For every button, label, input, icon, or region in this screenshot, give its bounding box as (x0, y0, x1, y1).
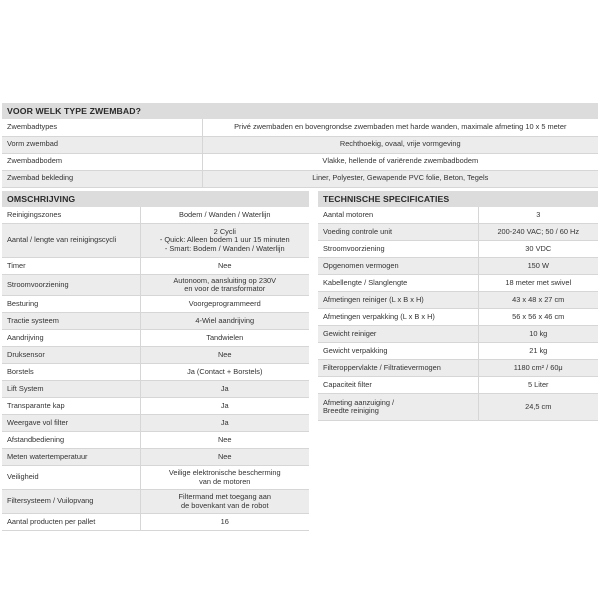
table-row (2, 347, 309, 364)
row-value: Nee (140, 347, 309, 364)
table-row (2, 466, 309, 490)
row-label: Aantal motoren (318, 207, 478, 224)
table-row (2, 153, 598, 170)
row-value: Nee (140, 258, 309, 275)
table-row (2, 313, 309, 330)
row-value: Ja (Contact + Borstels) (140, 364, 309, 381)
table-row (318, 394, 598, 421)
table-row (318, 343, 598, 360)
table-row (318, 207, 598, 224)
table-row (2, 224, 309, 258)
table-row (2, 364, 309, 381)
row-label: Besturing (2, 296, 140, 313)
row-label: Stroomvoorziening (318, 241, 478, 258)
row-value: Ja (140, 398, 309, 415)
row-value: Tandwielen (140, 330, 309, 347)
description-table (2, 207, 309, 532)
row-label: Tractie systeem (2, 313, 140, 330)
table-row (318, 241, 598, 258)
row-label: Aantal producten per pallet (2, 514, 140, 531)
row-value: Liner, Polyester, Gewapende PVC folie, Beton, Tegels (202, 170, 598, 187)
row-value: Ja (140, 381, 309, 398)
table-row (2, 258, 309, 275)
row-value: 4-Wiel aandrijving (140, 313, 309, 330)
row-label: Borstels (2, 364, 140, 381)
row-value: Privé zwembaden en bovengrondse zwembaden met harde wanden, maximale afmeting 10 x 5 meter (202, 119, 598, 136)
row-label: Veiligheid (2, 466, 140, 490)
row-label: Reinigingszones (2, 207, 140, 224)
row-value: Bodem / Wanden / Waterlijn (140, 207, 309, 224)
row-label: Filteroppervlakte / Filtratievermogen (318, 360, 478, 377)
description-header: OMSCHRIJVING (2, 191, 309, 207)
row-value: 18 meter met swivel (478, 275, 598, 292)
row-label: Afmetingen verpakking (L x B x H) (318, 309, 478, 326)
table-row (2, 490, 309, 514)
row-label: Afmetingen reiniger (L x B x H) (318, 292, 478, 309)
table-row (2, 415, 309, 432)
row-label: Capaciteit filter (318, 377, 478, 394)
row-label: Afstandbediening (2, 432, 140, 449)
row-value: 150 W (478, 258, 598, 275)
row-label: Meten watertemperatuur (2, 449, 140, 466)
pool-type-table (2, 119, 598, 188)
table-row (318, 258, 598, 275)
row-value: 3 (478, 207, 598, 224)
row-label: Kabellengte / Slanglengte (318, 275, 478, 292)
row-value: 2 Cycli - Quick: Alleen bodem 1 uur 15 minuten - Smart: Bodem / Wanden / Waterlijn (140, 224, 309, 258)
row-label: Aantal / lengte van reinigingscycli (2, 224, 140, 258)
row-value: 30 VDC (478, 241, 598, 258)
row-label: Zwembadtypes (2, 119, 202, 136)
table-row (2, 275, 309, 296)
table-row (2, 119, 598, 136)
table-row (318, 309, 598, 326)
table-row (2, 381, 309, 398)
row-label: Lift System (2, 381, 140, 398)
table-row (2, 296, 309, 313)
table-row (2, 170, 598, 187)
row-value: 200-240 VAC; 50 / 60 Hz (478, 224, 598, 241)
row-value: Rechthoekig, ovaal, vrije vormgeving (202, 136, 598, 153)
row-value: 56 x 56 x 46 cm (478, 309, 598, 326)
row-label: Druksensor (2, 347, 140, 364)
table-row (2, 514, 309, 531)
spec-sheet (2, 103, 598, 531)
row-label: Zwembadbodem (2, 153, 202, 170)
description-section (2, 191, 309, 532)
table-row (318, 275, 598, 292)
row-value: 5 Liter (478, 377, 598, 394)
row-label: Timer (2, 258, 140, 275)
row-value: Filtermand met toegang aan de bovenkant van de robot (140, 490, 309, 514)
row-label: Transparante kap (2, 398, 140, 415)
row-label: Weergave vol filter (2, 415, 140, 432)
row-value: Ja (140, 415, 309, 432)
table-row (2, 398, 309, 415)
row-value: 24,5 cm (478, 394, 598, 421)
specs-section (318, 191, 598, 532)
row-label: Zwembad bekleding (2, 170, 202, 187)
table-row (2, 449, 309, 466)
row-label: Opgenomen vermogen (318, 258, 478, 275)
row-value: 1180 cm² / 60μ (478, 360, 598, 377)
row-label: Gewicht verpakking (318, 343, 478, 360)
table-row (2, 432, 309, 449)
row-label: Filtersysteem / Vuilopvang (2, 490, 140, 514)
table-row (2, 330, 309, 347)
row-value: Nee (140, 449, 309, 466)
row-label: Voeding controle unit (318, 224, 478, 241)
row-label: Aandrijving (2, 330, 140, 347)
row-value: Voorgeprogrammeerd (140, 296, 309, 313)
row-value: 21 kg (478, 343, 598, 360)
specs-header: TECHNISCHE SPECIFICATIES (318, 191, 598, 207)
row-value: 10 kg (478, 326, 598, 343)
table-row (318, 360, 598, 377)
row-label: Gewicht reiniger (318, 326, 478, 343)
table-row (2, 136, 598, 153)
table-row (318, 224, 598, 241)
table-row (318, 292, 598, 309)
table-row (318, 377, 598, 394)
row-value: Nee (140, 432, 309, 449)
row-value: 16 (140, 514, 309, 531)
row-label: Stroomvoorziening (2, 275, 140, 296)
row-value: Autonoom, aansluiting op 230V en voor de transformator (140, 275, 309, 296)
row-value: Veilige elektronische bescherming van de motoren (140, 466, 309, 490)
row-value: 43 x 48 x 27 cm (478, 292, 598, 309)
row-label: Afmeting aanzuiging / Breedte reiniging (318, 394, 478, 421)
table-row (318, 326, 598, 343)
row-value: Vlakke, hellende of variërende zwembadbodem (202, 153, 598, 170)
specs-table (318, 207, 598, 422)
table-row (2, 207, 309, 224)
pool-type-header: VOOR WELK TYPE ZWEMBAD? (2, 103, 598, 119)
row-label: Vorm zwembad (2, 136, 202, 153)
